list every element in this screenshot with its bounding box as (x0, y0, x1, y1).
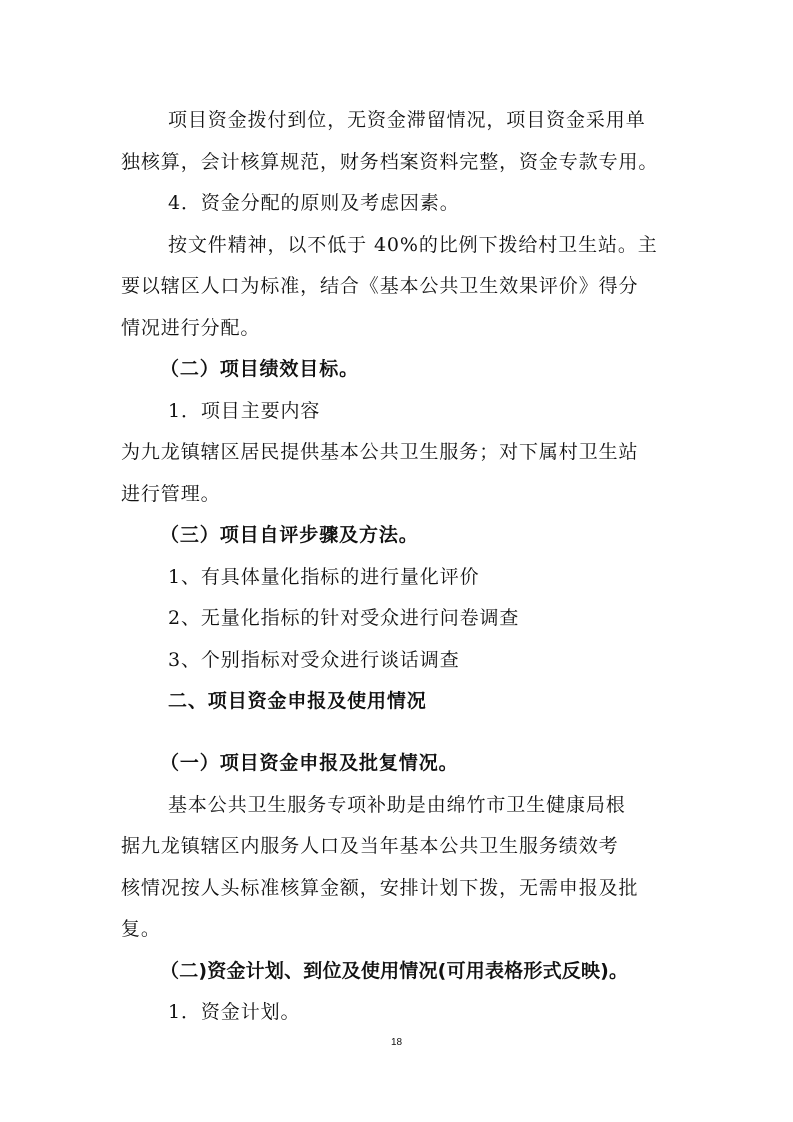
paragraph-line: 进行管理。 (121, 483, 221, 505)
list-item: 2、无量化指标的针对受众进行问卷调查 (168, 607, 520, 629)
section-heading: （三）项目自评步骤及方法。 (160, 524, 419, 546)
paragraph-line: 基本公共卫生服务专项补助是由绵竹市卫生健康局根 (168, 794, 626, 816)
section-heading: （二）项目绩效目标。 (160, 358, 360, 380)
paragraph-line: 情况进行分配。 (121, 317, 261, 339)
list-item-heading: 4．资金分配的原则及考虑因素。 (168, 192, 460, 214)
paragraph-line: 独核算，会计核算规范，财务档案资料完整，资金专款专用。 (121, 151, 659, 173)
list-item-heading: 1．资金计划。 (168, 1001, 301, 1023)
paragraph-line: 项目资金拨付到位，无资金滞留情况，项目资金采用单 (168, 109, 646, 131)
list-item: 3、个别指标对受众进行谈话调查 (168, 649, 460, 671)
paragraph-line: 复。 (121, 918, 161, 940)
paragraph-line: 按文件精神，以不低于 40%的比例下拨给村卫生站。主 (168, 234, 658, 256)
list-item: 1、有具体量化指标的进行量化评价 (168, 566, 480, 588)
paragraph-line: 核情况按人头标准核算金额，安排计划下拨，无需申报及批 (121, 877, 639, 899)
section-heading: （一）项目资金申报及批复情况。 (160, 752, 459, 774)
page-number: 18 (390, 1037, 403, 1048)
paragraph-line: 据九龙镇辖区内服务人口及当年基本公共卫生服务绩效考 (121, 835, 619, 857)
chapter-heading: 二、项目资金申报及使用情况 (168, 690, 427, 712)
section-heading: （二)资金计划、到位及使用情况(可用表格形式反映)。 (160, 960, 629, 982)
paragraph-line: 为九龙镇辖区居民提供基本公共卫生服务；对下属村卫生站 (121, 441, 639, 463)
list-item-heading: 1．项目主要内容 (168, 400, 321, 422)
paragraph-line: 要以辖区人口为标准，结合《基本公共卫生效果评价》得分 (121, 275, 639, 297)
